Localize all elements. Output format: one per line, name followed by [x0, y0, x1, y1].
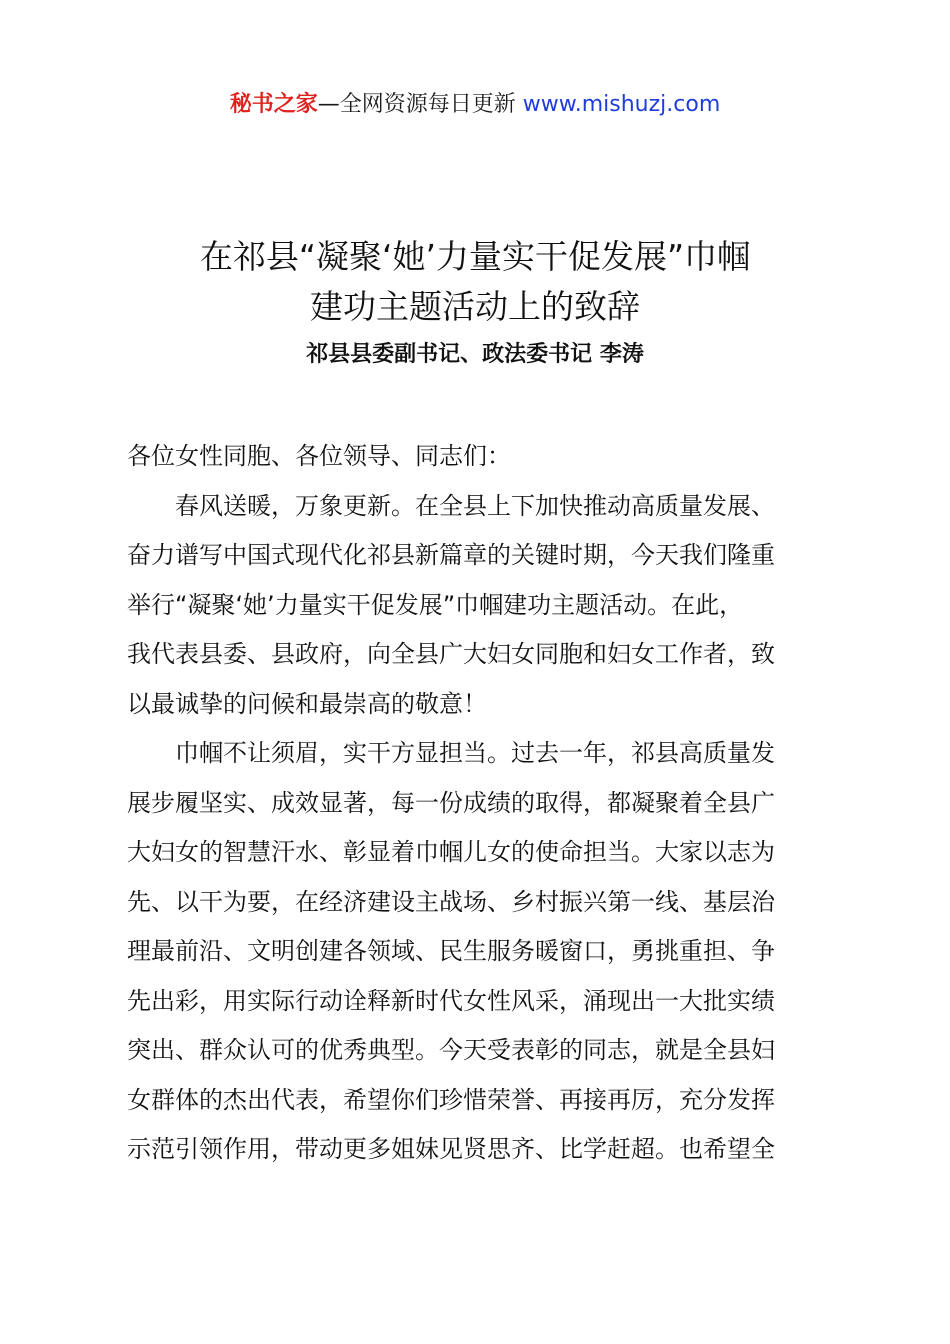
body-line: 示范引领作用，带动更多姐妹见贤思齐、比学赶超。也希望全	[127, 1135, 775, 1163]
body-line: 我代表县委、县政府，向全县广大妇女同胞和妇女工作者，致	[127, 640, 775, 668]
body-line: 各位女性同胞、各位领导、同志们：	[127, 442, 511, 470]
speech-body	[127, 432, 847, 1175]
title-line: 在祁县“凝聚‘她’力量实干促发展”巾帼	[199, 237, 751, 276]
body-line: 展步履坚实、成效显著，每一份成绩的取得，都凝聚着全县广	[127, 788, 775, 817]
body-line: 巾帼不让须眉，实干方显担当。过去一年，祁县高质量发	[127, 739, 775, 767]
body-line: 突出、群众认可的优秀典型。今天受表彰的同志，就是全县妇	[127, 1036, 775, 1064]
body-line: 先出彩，用实际行动诠释新时代女性风采，涌现出一大批实绩	[127, 986, 775, 1015]
body-line: 先、以干为要，在经济建设主战场、乡村振兴第一线、基层治	[127, 887, 775, 916]
header-tagline: —全网资源每日更新	[317, 92, 523, 117]
site-url-link[interactable]: www.mishuzj.com	[522, 92, 721, 117]
body-line: 春风送暖，万象更新。在全县上下加快推动高质量发展、	[127, 491, 775, 520]
body-line: 举行“凝聚‘她’力量实干促发展”巾帼建功主题活动。在此，	[127, 590, 744, 619]
body-line: 以最诚挚的问候和最崇高的敬意！	[127, 689, 487, 718]
author-byline: 祁县县委副书记、政法委书记 李涛	[306, 342, 644, 367]
title-line: 建功主题活动上的致辞	[310, 287, 640, 326]
body-line: 奋力谱写中国式现代化祁县新篇章的关键时期，今天我们隆重	[127, 541, 775, 569]
body-line: 大妇女的智慧汗水、彰显着巾帼儿女的使命担当。大家以志为	[127, 838, 775, 866]
site-header	[0, 88, 950, 122]
document-title	[0, 232, 950, 332]
body-line: 理最前沿、文明创建各领域、民生服务暖窗口，勇挑重担、争	[127, 937, 775, 965]
brand-name: 秘书之家	[229, 92, 318, 117]
body-line: 女群体的杰出代表，希望你们珍惜荣誉、再接再厉，充分发挥	[127, 1085, 775, 1114]
